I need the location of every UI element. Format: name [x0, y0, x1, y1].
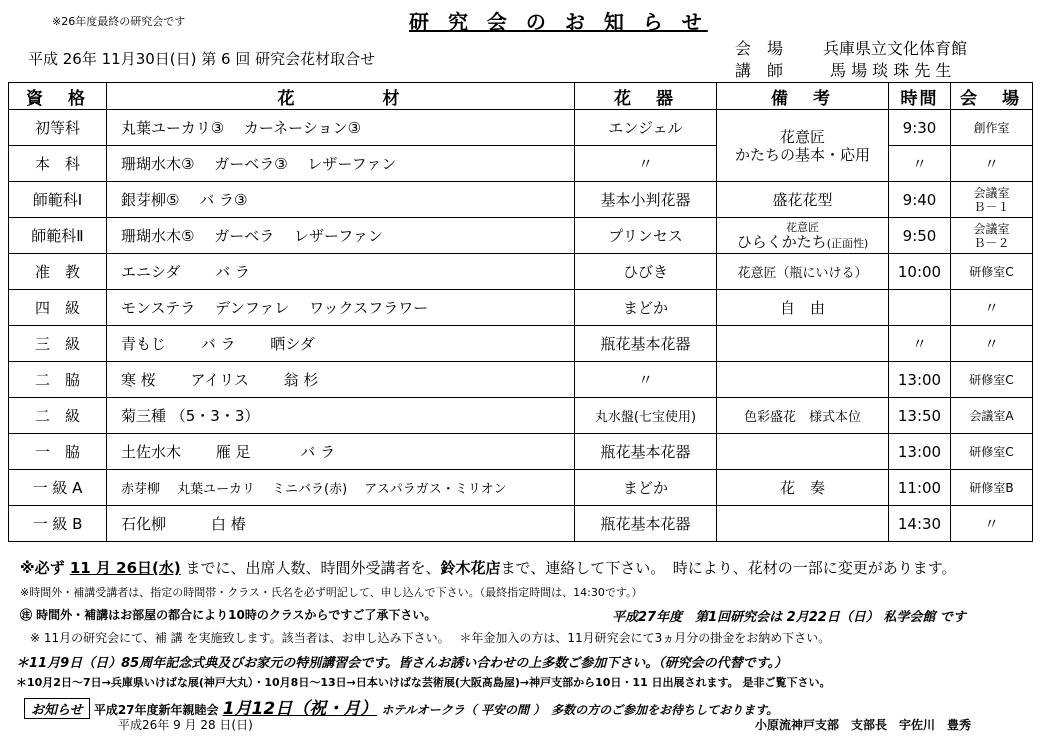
note-cell: 盛花花型 — [717, 182, 889, 218]
table-row — [9, 362, 1033, 398]
time-cell: 〃 — [889, 146, 951, 182]
header-vase: 花 器 — [575, 83, 717, 110]
material-cell: モンステラ デンファレ ワックスフラワー — [107, 290, 575, 326]
header-room: 会 場 — [951, 83, 1033, 110]
room-cell: 研修室C — [951, 362, 1033, 398]
newyear-venue: ホテルオークラ（ 平安の間 ） 多数の方のご参加をお待ちしております。 — [381, 703, 779, 717]
note-cell: 花意匠（瓶にいける） — [717, 254, 889, 290]
note-caution: ㊟ 時間外・補講はお部屋の都合により10時のクラスからですご了承下さい。 — [20, 608, 437, 622]
header-rank: 資 格 — [9, 83, 107, 110]
note-deadline-post: まで、連絡して下さい。 時により、花材の一部に変更があります。 — [500, 559, 957, 577]
venue-value: 兵庫県立文化体育館 — [823, 39, 968, 58]
rank-cell: 一 脇 — [9, 434, 107, 470]
note-deadline-shop: 鈴木花店 — [440, 559, 501, 577]
newyear-date: 1月12日（祝・月） — [222, 699, 378, 719]
note-cell — [717, 326, 889, 362]
vase-cell: プリンセス — [575, 218, 717, 254]
note-exhibition: ＊10月2日～7日→兵庫県いけばな展(神戸大丸）・10月8日～13日→日本いけばな芸術展(大阪髙島屋)→神戸支部から10日・11 日出展されます。 是非ご覧下さい。 — [16, 676, 831, 689]
time-cell: 9:30 — [889, 110, 951, 146]
room-cell: 研修室B — [951, 470, 1033, 506]
rank-cell: 一 級 B — [9, 506, 107, 542]
material-cell: 石化柳 白 椿 — [107, 506, 575, 542]
note-top: 花意匠 — [786, 221, 819, 234]
note-bottom-small: (正面性) — [826, 237, 869, 250]
time-cell — [889, 290, 951, 326]
material-cell: 赤芽柳 丸葉ユーカリ ミニバラ(赤) アスパラガス・ミリオン — [107, 470, 575, 506]
material-cell: 銀芽柳⑤ バ ラ③ — [107, 182, 575, 218]
header-material: 花 材 — [107, 83, 575, 110]
table-row — [9, 218, 1033, 254]
room-cell: 会議室 Ｂ－１ — [951, 182, 1033, 218]
table-header-row — [9, 83, 1033, 110]
vase-cell: 〃 — [575, 362, 717, 398]
room-cell: 会議室A — [951, 398, 1033, 434]
schedule-table — [8, 82, 1033, 542]
rank-cell: 二 級 — [9, 398, 107, 434]
note-supplement: ※ 11月の研究会にて、補 講 を実施致します。該当者は、お申し込み下さい。 ＊年金加入の方は、11月研究会にて3ヵ月分の掛金をお納め下さい。 — [30, 631, 831, 645]
room-cell: 〃 — [951, 290, 1033, 326]
note-anniversary: ＊11月9日（日）85周年記念式典及びお家元の特別講習会です。皆さんお誘い合わせの上多数ご参加下さい。（研究会の代替です。） — [16, 656, 788, 671]
newyear-title: 平成27年度新年親睦会 — [93, 703, 219, 717]
vase-cell: 丸水盤(七宝使用) — [575, 398, 717, 434]
note-bottom — [721, 235, 884, 251]
material-cell: 寒 桜 アイリス 翁 杉 — [107, 362, 575, 398]
room-cell: 研修室C — [951, 254, 1033, 290]
room-cell: 創作室 — [951, 110, 1033, 146]
note-extra-class: ※時間外・補講受講者は、指定の時間帯・クラス・氏名を必ず明記して、申し込んで下さい。（最終指定時間は、14:30です。） — [20, 586, 643, 599]
meeting-line: 平成 26年 11月30日(日) 第 6 回 研究会花材取合せ — [28, 50, 376, 68]
table-row — [9, 182, 1033, 218]
table-row — [9, 398, 1033, 434]
vase-cell: まどか — [575, 470, 717, 506]
rank-cell: 一 級 A — [9, 470, 107, 506]
page-title: 研 究 会 の お 知 ら せ — [409, 10, 708, 34]
time-cell: 13:00 — [889, 362, 951, 398]
vase-cell: ひびき — [575, 254, 717, 290]
note-deadline — [20, 557, 957, 578]
rank-cell: 准 教 — [9, 254, 107, 290]
notice-box-label: お知らせ — [24, 698, 90, 719]
note-deadline-mid: までに、出席人数、時間外受講者を、 — [180, 559, 441, 577]
note-cell: 色彩盛花 様式本位 — [717, 398, 889, 434]
room-cell: 〃 — [951, 146, 1033, 182]
note-next-meeting: 平成27年度 第1回研究会は 2月22日（日） 私学会館 です — [612, 610, 966, 625]
time-cell: 14:30 — [889, 506, 951, 542]
header-note: 備 考 — [717, 83, 889, 110]
time-cell: 〃 — [889, 326, 951, 362]
note-cell — [717, 362, 889, 398]
table-row — [9, 506, 1033, 542]
time-cell: 10:00 — [889, 254, 951, 290]
note-cell — [717, 434, 889, 470]
material-cell: 青もじ バ ラ 晒シダ — [107, 326, 575, 362]
room-cell: 〃 — [951, 506, 1033, 542]
note-cell — [717, 506, 889, 542]
room-cell: 研修室C — [951, 434, 1033, 470]
time-cell: 9:40 — [889, 182, 951, 218]
table-row — [9, 470, 1033, 506]
header-time: 時間 — [889, 83, 951, 110]
vase-cell: 基本小判花器 — [575, 182, 717, 218]
table-row — [9, 434, 1033, 470]
material-cell: 珊瑚水木③ ガーベラ③ レザーファン — [107, 146, 575, 182]
vase-cell: 瓶花基本花器 — [575, 326, 717, 362]
rank-cell: 二 脇 — [9, 362, 107, 398]
time-cell: 13:00 — [889, 434, 951, 470]
room-cell: 会議室 Ｂ－２ — [951, 218, 1033, 254]
note-bottom-main: ひらくかたち — [736, 233, 827, 251]
material-cell: 丸葉ユーカリ③ カーネーション③ — [107, 110, 575, 146]
table-row — [9, 254, 1033, 290]
vase-cell: 瓶花基本花器 — [575, 434, 717, 470]
room-cell: 〃 — [951, 326, 1033, 362]
rank-cell: 師範科Ⅰ — [9, 182, 107, 218]
rank-cell: 三 級 — [9, 326, 107, 362]
time-cell: 11:00 — [889, 470, 951, 506]
table-row — [9, 290, 1033, 326]
rank-cell: 本 科 — [9, 146, 107, 182]
note-cell — [717, 218, 889, 254]
note-cell: 自 由 — [717, 290, 889, 326]
note-deadline-prefix: ※必ず — [20, 559, 70, 577]
table-row — [9, 326, 1033, 362]
material-cell: エニシダ バ ラ — [107, 254, 575, 290]
vase-cell: まどか — [575, 290, 717, 326]
rank-cell: 四 級 — [9, 290, 107, 326]
corner-note: ※26年度最終の研究会です — [52, 15, 186, 28]
footer-date: 平成26年 9 月 28 日(日) — [118, 718, 253, 732]
rank-cell: 師範科Ⅱ — [9, 218, 107, 254]
vase-cell: エンジェル — [575, 110, 717, 146]
time-cell: 9:50 — [889, 218, 951, 254]
note-deadline-date: 11 月 26日(水) — [69, 559, 181, 577]
vase-cell: 〃 — [575, 146, 717, 182]
material-cell: 菊三種 （5・3・3） — [107, 398, 575, 434]
lecturer-value: 馬 場 琰 珠 先 生 — [830, 61, 952, 80]
note-cell: 花意匠 かたちの基本・応用 — [717, 110, 889, 182]
lecturer-label: 講 師 — [735, 61, 784, 80]
time-cell: 13:50 — [889, 398, 951, 434]
footer-signature: 小原流神戸支部 支部長 宇佐川 豊秀 — [755, 718, 972, 732]
vase-cell: 瓶花基本花器 — [575, 506, 717, 542]
table-row — [9, 110, 1033, 146]
venue-label: 会 場 — [735, 39, 784, 58]
rank-cell: 初等科 — [9, 110, 107, 146]
material-cell: 土佐水木 雁 足 バ ラ — [107, 434, 575, 470]
note-cell: 花 奏 — [717, 470, 889, 506]
material-cell: 珊瑚水木⑤ ガーベラ レザーファン — [107, 218, 575, 254]
